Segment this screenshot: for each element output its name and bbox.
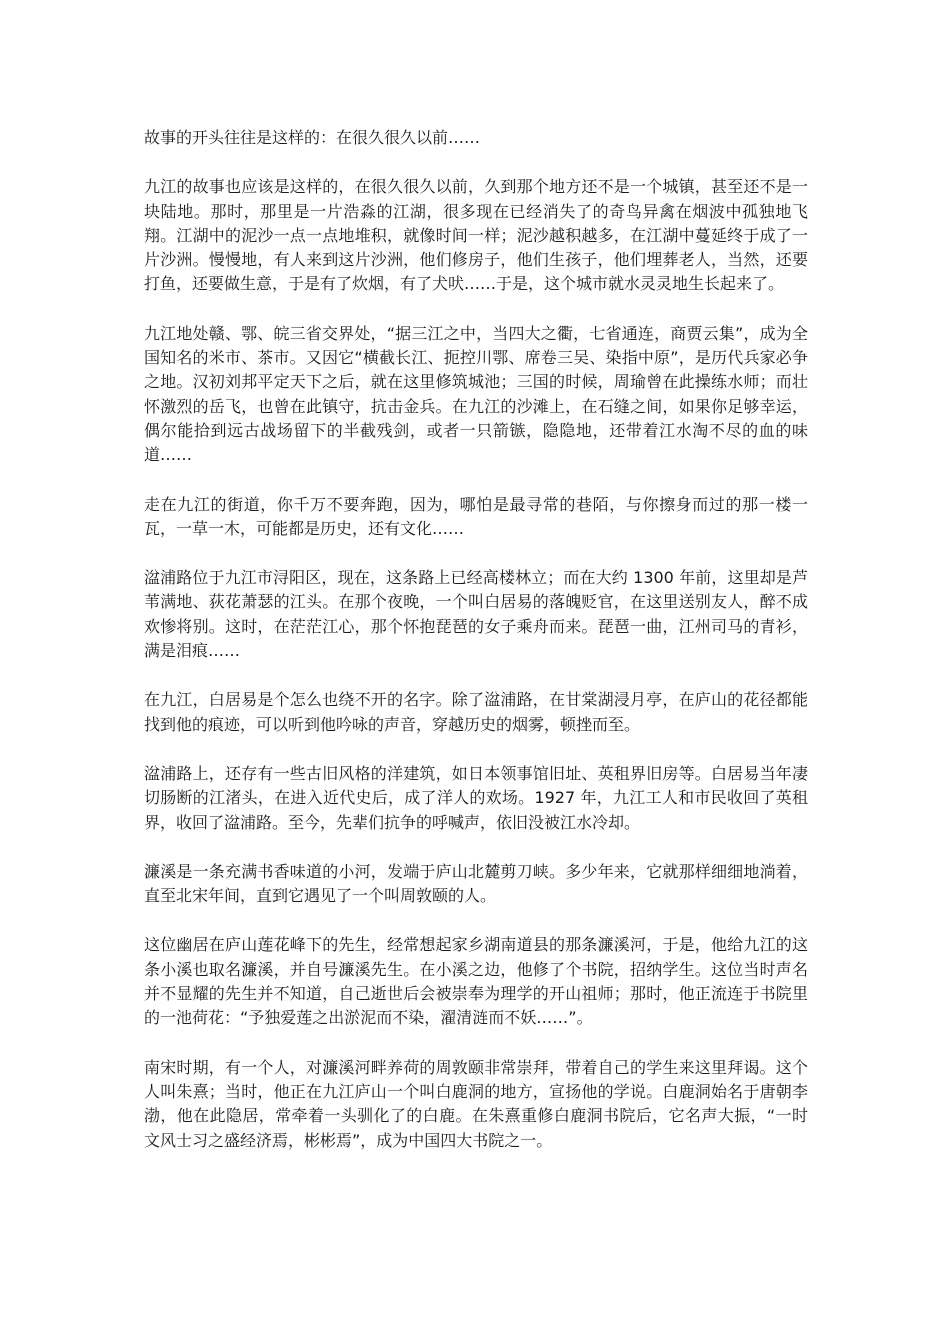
- paragraph-lianxi-river: 濂溪是一条充满书香味道的小河，发端于庐山北麓剪刀峡。多少年来，它就那样细细地淌着，直至北宋年间，直到它遇见了一个叫周敦颐的人。: [144, 861, 808, 906]
- paragraph-geography: 九江地处赣、鄂、皖三省交界处，“据三江之中，当四大之衢，七省通连，商贾云集”，成为全国知名的米市、茶市。又因它“横截长江、扼控川鄂、席卷三吴、染指中原”，是历代兵家必争之地。汉初刘邦平定天下之后，就在这里修筑城池；三国的时候，周瑜曾在此操练水师；而壮怀激烈的岳飞，也曾在此镇守，抗击金兵。在九江的沙滩上，在石缝之间，如果你足够幸运，偶尔能拾到远古战场留下的半截残剑，或者一只箭镞，隐隐地，还带着江水淘不尽的血的味道……: [144, 323, 808, 465]
- paragraph-intro: 故事的开头往往是这样的：在很久很久以前……: [144, 128, 481, 147]
- paragraph-zhu-xi: 南宋时期，有一个人，对濂溪河畔养荷的周敦颐非常崇拜，带着自己的学生来这里拜谒。这个人叫朱熹；当时，他正在九江庐山一个叫白鹿洞的地方，宣扬他的学说。白鹿洞始名于唐朝李渤，他在此隐居，常牵着一头驯化了的白鹿。在朱熹重修白鹿洞书院后，它名声大振，“一时文风士习之盛经济焉，彬彬焉”，成为中国四大书院之一。: [144, 1057, 808, 1150]
- paragraph-origin: 九江的故事也应该是这样的，在很久很久以前，久到那个地方还不是一个城镇，甚至还不是一块陆地。那时，那里是一片浩淼的江湖，很多现在已经消失了的奇鸟异禽在烟波中孤独地飞翔。江湖中的泥沙一点一点地堆积，就像时间一样；泥沙越积越多，在江湖中蔓延终于成了一片沙洲。慢慢地，有人来到这片沙洲，他们修房子，他们生孩子，他们埋葬老人，当然，还要打鱼，还要做生意，于是有了炊烟，有了犬吠……于是，这个城市就水灵灵地生长起来了。: [144, 177, 808, 294]
- paragraph-concession: 湓浦路上，还存有一些古旧风格的洋建筑，如日本领事馆旧址、英租界旧房等。白居易当年凄切肠断的江渚头，在进入近代史后，成了洋人的欢场。1927 年，九江工人和市民收回了英租界，收回了湓浦路。至今，先辈们抗争的呼喊声，依旧没被江水冷却。: [144, 763, 808, 832]
- paragraph-bai-juyi: 在九江，白居易是个怎么也绕不开的名字。除了湓浦路，在甘棠湖浸月亭，在庐山的花径都能找到他的痕迹，可以听到他吟咏的声音，穿越历史的烟雾，顿挫而至。: [144, 690, 808, 734]
- paragraph-streets: 走在九江的街道，你千万不要奔跑，因为，哪怕是最寻常的巷陌，与你擦身而过的那一楼一瓦，一草一木，可能都是历史，还有文化……: [144, 494, 808, 538]
- paragraph-zhou-dunyi: 这位幽居在庐山莲花峰下的先生，经常想起家乡湖南道县的那条濂溪河，于是，他给九江的这条小溪也取名濂溪，并自号濂溪先生。在小溪之边，他修了个书院，招纳学生。这位当时声名并不显耀的先生并不知道，自己逝世后会被崇奉为理学的开山祖师；那时，他正流连于书院里的一池荷花：“予独爱莲之出淤泥而不染，濯清涟而不妖……”。: [144, 935, 808, 1028]
- paragraph-penpu-road: 湓浦路位于九江市浔阳区，现在，这条路上已经高楼林立；而在大约 1300 年前，这里却是芦苇满地、荻花萧瑟的江头。在那个夜晚，一个叫白居易的落魄贬官，在这里送别友人，醉不成欢惨将别。这时，在茫茫江心，那个怀抱琵琶的女子乘舟而来。琵琶一曲，江州司马的青衫，满是泪痕……: [144, 568, 808, 661]
- document-body: [144, 126, 808, 1178]
